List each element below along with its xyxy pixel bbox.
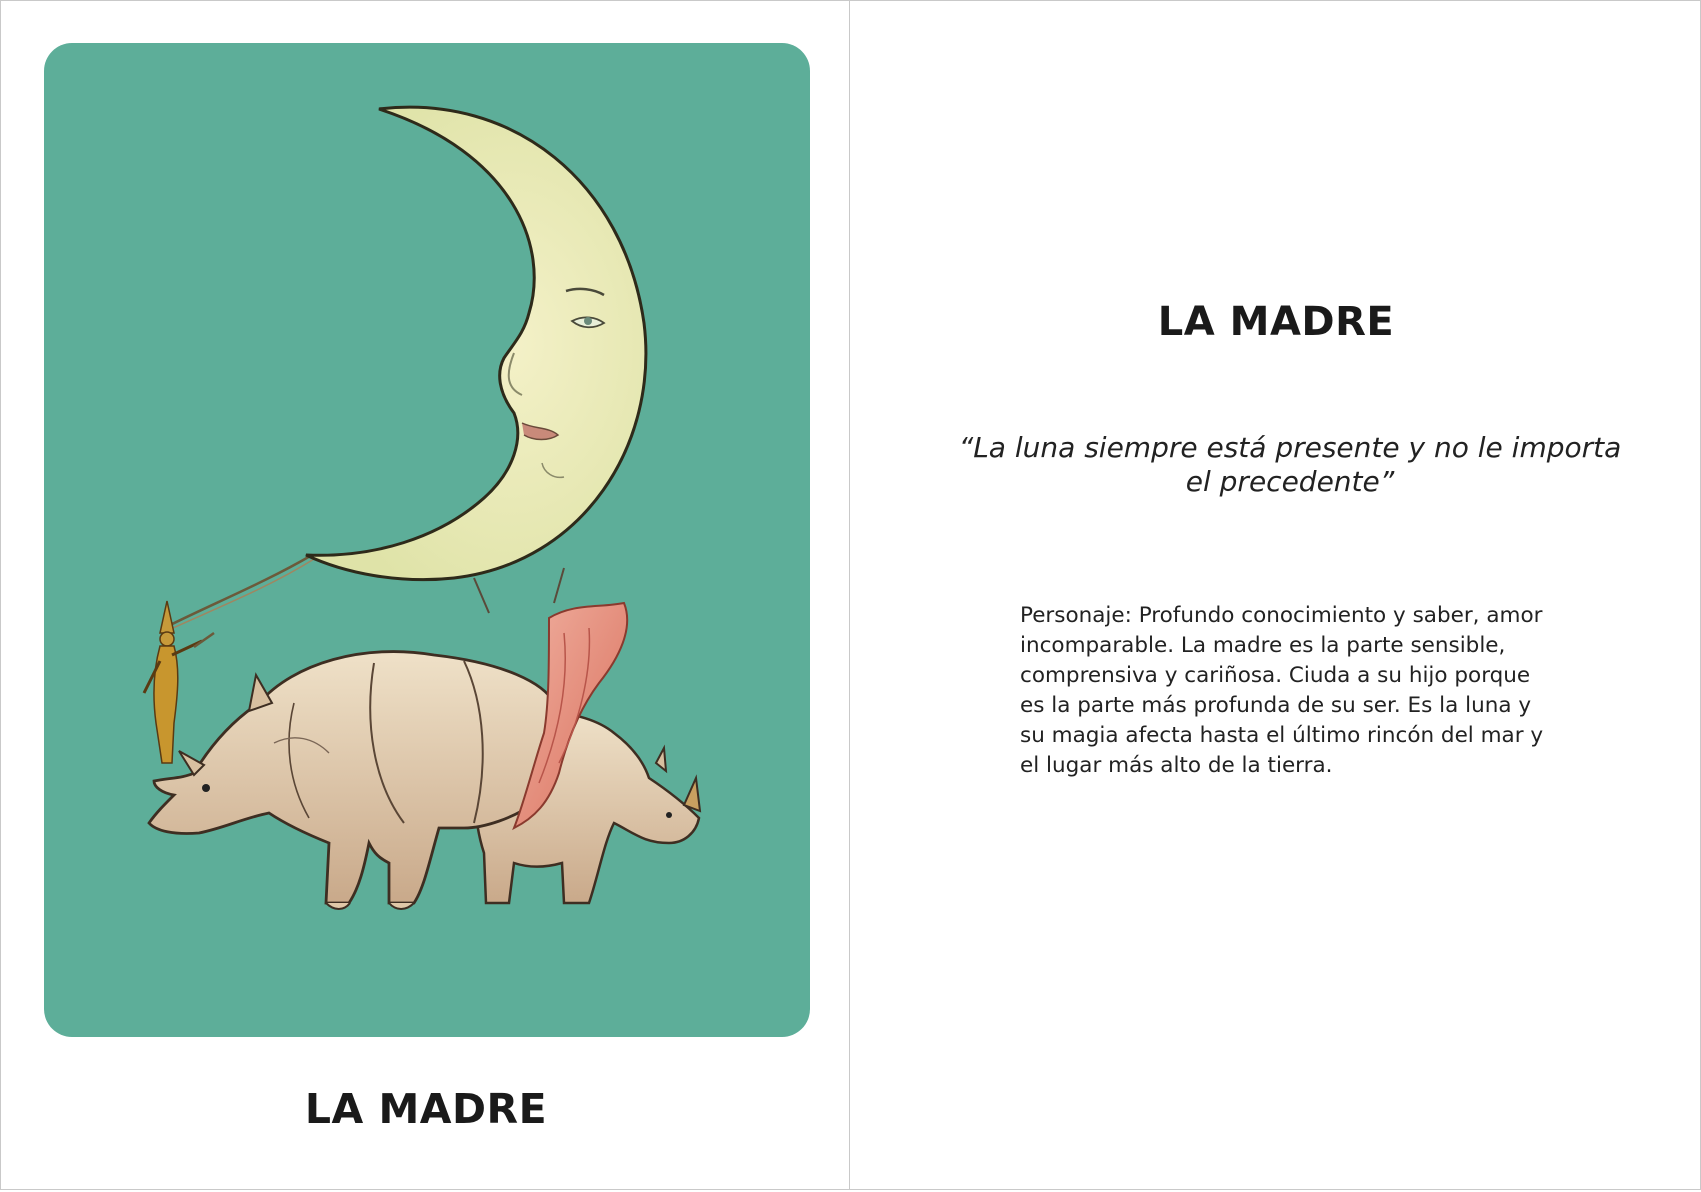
- rope: [162, 555, 312, 629]
- left-page: [0, 0, 850, 1190]
- card-illustration: [44, 43, 810, 1037]
- card-quote: “La luna siempre está presente y no le importa el precedente”: [958, 431, 1622, 498]
- crescent-moon-icon: [306, 107, 646, 579]
- lottery-card: [44, 43, 810, 1037]
- right-page: [849, 0, 1701, 1190]
- character-description: Personaje: Profundo conocimiento y saber, amor incomparable. La madre es la parte sensible, comprensiva y cariñosa. Ciuda a su hijo porque es la parte más profunda de su ser. Es la luna y su magia afecta hasta el último rincón del mar y el lugar más alto de la tierra.: [1020, 603, 1544, 778]
- page-title: LA MADRE: [1157, 299, 1395, 345]
- card-caption: LA MADRE: [304, 1085, 548, 1133]
